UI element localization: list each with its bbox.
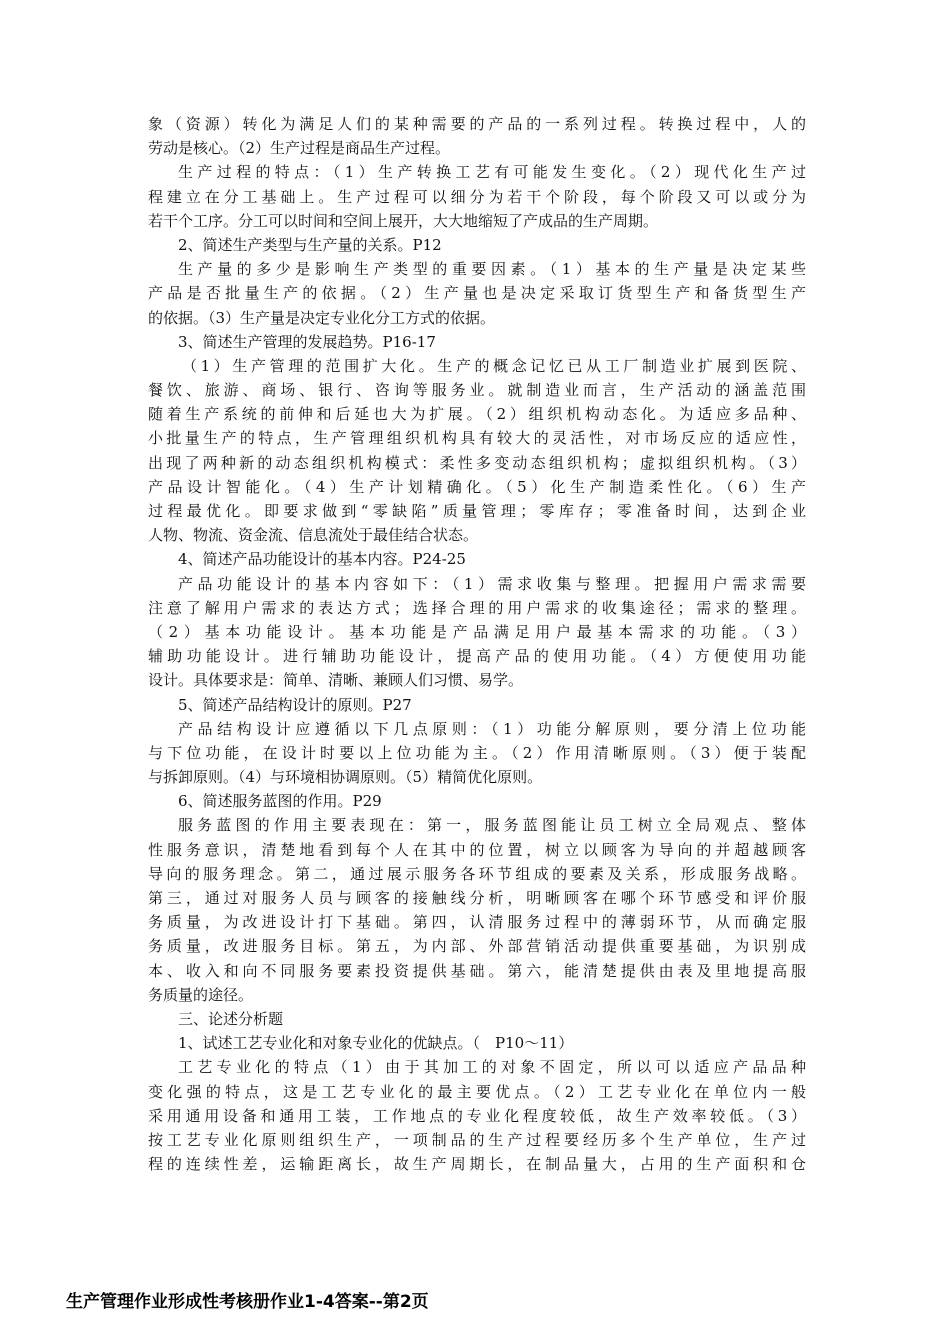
text-line: 过程最优化。即要求做到“零缺陷”质量管理；零库存；零准备时间，达到企业 bbox=[148, 502, 806, 520]
text-line: 餐饮、旅游、商场、银行、咨询等服务业。就制造业而言，生产活动的涵盖范围 bbox=[148, 381, 806, 400]
text-line: 与拆卸原则。（4）与环境相协调原则。（5）精简优化原则。 bbox=[148, 768, 543, 787]
text-line: 程的连续性差，运输距离长，故生产周期长，在制品量大，占用的生产面积和仓 bbox=[148, 1155, 806, 1174]
text-line: 产品是否批量生产的依据。（2）生产量也是决定采取订货型生产和备货型生产 bbox=[148, 284, 806, 303]
text-line: 服务蓝图的作用主要表现在：第一，服务蓝图能让员工树立全局观点、整体 bbox=[178, 816, 806, 835]
text-line: 与下位功能，在设计时要以上位功能为主。（2）作用清晰原则。（3）便于装配 bbox=[148, 743, 806, 762]
text-line: 生产过程的特点：（1）生产转换工艺有可能发生变化。（2）现代化生产过 bbox=[178, 163, 806, 182]
page-footer: 生产管理作业形成性考核册作业1-4答案--第2页 bbox=[66, 1292, 429, 1312]
text-line: 注意了解用户需求的表达方式；选择合理的用户需求的收集途径；需求的整理。 bbox=[148, 598, 806, 617]
text-line: 出现了两种新的动态组织机构模式：柔性多变动态组织机构；虚拟组织机构。（3） bbox=[148, 453, 806, 472]
question-heading: 1、试述工艺专业化和对象专业化的优缺点。（ P10～11） bbox=[178, 1034, 574, 1053]
text-line: 采用通用设备和通用工装，工作地点的专业化程度较低，故生产效率较低。（3） bbox=[148, 1106, 806, 1125]
text-line: （1）生产管理的范围扩大化。生产的概念记忆已从工厂制造业扩展到医院、 bbox=[182, 356, 806, 375]
section-heading: 三、论述分析题 bbox=[178, 1009, 284, 1028]
text-line: 随着生产系统的前伸和后延也大为扩展。（2）组织机构动态化。为适应多品种、 bbox=[148, 405, 806, 424]
text-line: 象（资源）转化为满足人们的某种需要的产品的一系列过程。转换过程中，人的 bbox=[148, 115, 806, 133]
question-heading: 2、简述生产类型与生产量的关系。P12 bbox=[178, 235, 442, 254]
text-line: 务质量的途径。 bbox=[148, 985, 254, 1004]
text-line: 产品结构设计应遵循以下几点原则：（1）功能分解原则，要分清上位功能 bbox=[178, 719, 806, 738]
text-line: （2）基本功能设计。基本功能是产品满足用户最基本需求的功能。（3） bbox=[148, 622, 806, 641]
text-line: 辅助功能设计。进行辅助功能设计，提高产品的使用功能。（4）方便使用功能 bbox=[148, 647, 806, 666]
text-line: 务质量，改进服务目标。第五，为内部、外部营销活动提供重要基础，为识别成 bbox=[148, 937, 806, 956]
text-line: 的依据。（3）生产量是决定专业化分工方式的依据。 bbox=[148, 308, 496, 327]
text-line: 若干个工序。分工可以时间和空间上展开，大大地缩短了产成品的生产周期。 bbox=[148, 211, 659, 230]
text-line: 导向的服务理念。第二，通过展示服务各环节组成的要素及关系，形成服务战略。 bbox=[148, 864, 806, 883]
text-line: 本、收入和向不同服务要素投资提供基础。第六，能清楚提供由表及里地提高服 bbox=[148, 961, 806, 980]
text-line: 设计。具体要求是：简单、清晰、兼顾人们习惯、易学。 bbox=[148, 671, 524, 690]
text-line: 小批量生产的特点，生产管理组织机构具有较大的灵活性，对市场反应的适应性， bbox=[148, 429, 806, 448]
text-line: 人物、物流、资金流、信息流处于最佳结合状态。 bbox=[148, 526, 479, 545]
text-line: 务质量，为改进设计打下基础。第四，认清服务过程中的薄弱环节，从而确定服 bbox=[148, 913, 806, 932]
text-line: 生产量的多少是影响生产类型的重要因素。（1）基本的生产量是决定某些 bbox=[178, 260, 806, 279]
question-heading: 6、简述服务蓝图的作用。P29 bbox=[178, 792, 382, 811]
text-line: 产品设计智能化。（4）生产计划精确化。（5）化生产制造柔性化。（6）生产 bbox=[148, 477, 806, 496]
body-text bbox=[148, 112, 806, 1176]
text-line: 劳动是核心。（2）生产过程是商品生产过程。 bbox=[148, 139, 451, 158]
text-line: 产品功能设计的基本内容如下：（1）需求收集与整理。把握用户需求需要 bbox=[178, 574, 806, 593]
text-line: 程建立在分工基础上。生产过程可以细分为若干个阶段，每个阶段又可以或分为 bbox=[148, 187, 806, 206]
text-line: 性服务意识，清楚地看到每个人在其中的位置，树立以顾客为导向的并超越顾客 bbox=[148, 840, 806, 859]
text-line: 工艺专业化的特点（1）由于其加工的对象不固定，所以可以适应产品品种 bbox=[178, 1058, 806, 1077]
text-line: 第三，通过对服务人员与顾客的接触线分析，明晰顾客在哪个环节感受和评价服 bbox=[148, 889, 806, 907]
question-heading: 3、简述生产管理的发展趋势。P16-17 bbox=[178, 332, 436, 351]
text-line: 变化强的特点，这是工艺专业化的最主要优点。（2）工艺专业化在单位内一般 bbox=[148, 1082, 806, 1101]
question-heading: 5、简述产品结构设计的原则。P27 bbox=[178, 695, 412, 714]
text-line: 按工艺专业化原则组织生产，一项制品的生产过程要经历多个生产单位，生产过 bbox=[148, 1130, 806, 1149]
question-heading: 4、简述产品功能设计的基本内容。P24-25 bbox=[178, 550, 466, 569]
